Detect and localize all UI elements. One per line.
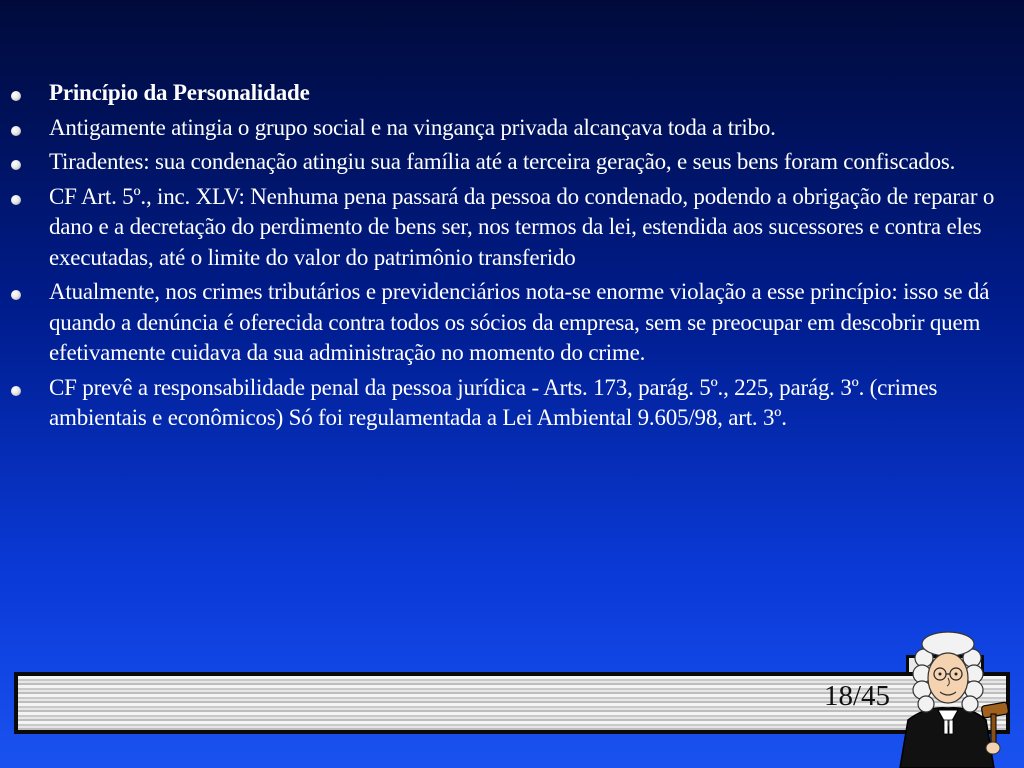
bullet-text: CF Art. 5º., inc. XLV: Nenhuma pena passará da pessoa do condenado, podendo a obrigação de reparar o dano e a decretação do perdimento de bens ser, nos termos da lei, estendida aos sucessores e contra eles executadas, até o limite do valor do patrimônio transferido: [49, 183, 995, 270]
bullet-text: Atualmente, nos crimes tributários e previdenciários nota-se enorme violação a esse princípio: isso se dá quando a denúncia é oferecida contra todos os sócios da empresa, sem se preocupar em descobrir quem efetivamente cuidava da sua administração no momento do crime.: [49, 279, 990, 365]
bullet-item: [0, 277, 1010, 369]
bullet-text: Tiradentes: sua condenação atingiu sua família até a terceira geração, e seus bens foram confiscados.: [49, 149, 956, 174]
bullet-icon: [11, 160, 21, 170]
bullet-text: Princípio da Personalidade: [49, 80, 310, 105]
bullet-item: [0, 147, 1010, 178]
slide-number: 18/45: [823, 680, 890, 712]
bullet-icon: [11, 126, 21, 136]
slide-body: [0, 78, 1010, 438]
bullet-item: [0, 113, 1010, 144]
bullet-item: [0, 373, 1010, 434]
bullet-text: CF prevê a responsabilidade penal da pessoa jurídica - Arts. 173, parág. 5º., 225, parág. 3º. (crimes ambientais e econômicos) Só foi regulamentada a Lei Ambiental 9.605/98, art. 3º.: [49, 374, 938, 430]
bullet-text: Antigamente atingia o grupo social e na vingança privada alcançava toda a tribo.: [49, 114, 776, 140]
bullet-item-title: [0, 78, 1010, 109]
bullet-item: [0, 182, 1010, 274]
bullet-icon: [11, 91, 21, 101]
bullet-icon: [11, 386, 21, 396]
judge-with-gavel-icon: [878, 628, 1018, 768]
bullet-icon: [11, 195, 21, 205]
bullet-icon: [11, 290, 21, 300]
